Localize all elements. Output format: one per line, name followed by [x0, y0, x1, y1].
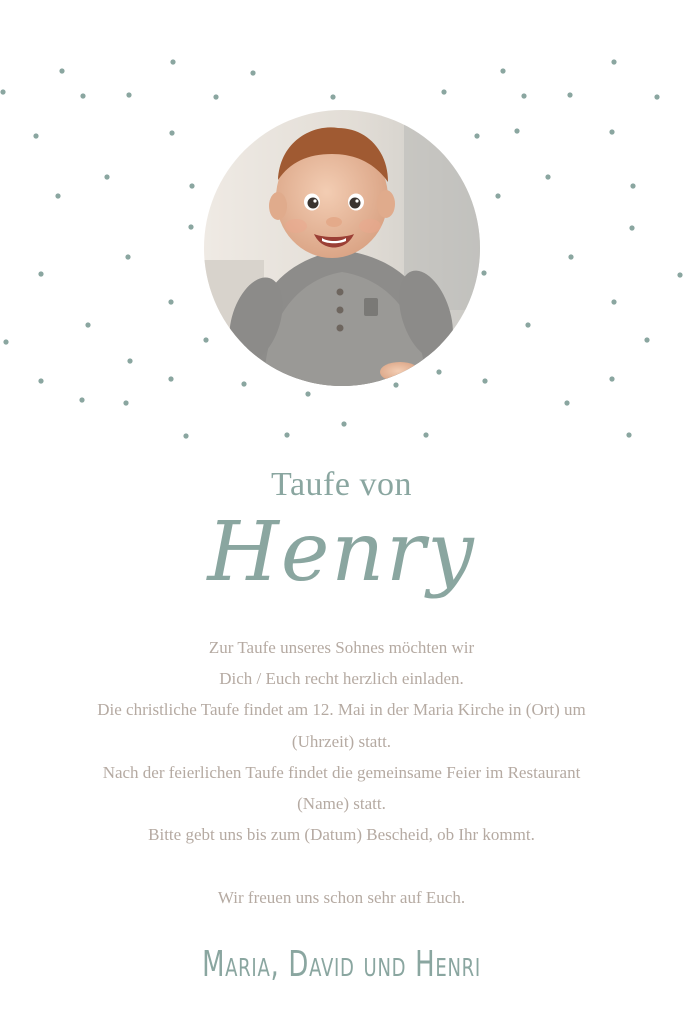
baby-photo [204, 110, 480, 386]
confetti-dot [80, 93, 85, 98]
confetti-dot [481, 270, 486, 275]
confetti-dot [79, 397, 84, 402]
confetti-dot [126, 92, 131, 97]
confetti-dot [125, 254, 130, 259]
spacer [40, 850, 643, 881]
confetti-dot [644, 337, 649, 342]
confetti-dot [3, 339, 8, 344]
child-name: Henry [207, 505, 476, 600]
confetti-dot [168, 376, 173, 381]
confetti-dot [611, 59, 616, 64]
confetti-dot [203, 337, 208, 342]
confetti-dot [284, 432, 289, 437]
confetti-dot [423, 432, 428, 437]
closing-line: Wir freuen uns schon sehr auf Euch. [217, 887, 466, 907]
confetti-dot [127, 358, 132, 363]
confetti-dot [568, 254, 573, 259]
confetti-dot [189, 183, 194, 188]
baby-photo-illustration [204, 110, 480, 386]
invitation-line: Dich / Euch recht herzlich einladen. [219, 669, 464, 689]
confetti-dot [521, 93, 526, 98]
confetti-dot [169, 130, 174, 135]
confetti-dot [183, 433, 188, 438]
confetti-dot [474, 133, 479, 138]
confetti-dot [567, 92, 572, 97]
invitation-line: Zur Taufe unseres Sohnes möchten wir [208, 638, 475, 657]
confetti-dot [170, 59, 175, 64]
confetti-dot [441, 89, 446, 94]
invitation-text [40, 632, 643, 913]
invitation-line: (Name) statt. [297, 794, 386, 814]
invitation-line: Nach der feierlichen Taufe findet die gemeinsame Feier im Restaurant [102, 762, 581, 782]
confetti-dot [525, 322, 530, 327]
confetti-dot [482, 378, 487, 383]
confetti-dot [609, 129, 614, 134]
invitation-line: (Uhrzeit) statt. [291, 731, 392, 751]
confetti-dot [55, 193, 60, 198]
confetti-dot [514, 128, 519, 133]
confetti-dot [123, 400, 128, 405]
confetti-dot [188, 224, 193, 229]
confetti-dot [330, 94, 335, 99]
confetti-dot [436, 369, 441, 374]
confetti-dot [677, 272, 682, 277]
invitation-line: Bitte gebt uns bis zum (Datum) Bescheid, ob Ihr kommt. [148, 825, 535, 845]
confetti-dot [630, 183, 635, 188]
confetti-dot [0, 89, 5, 94]
confetti-dot [564, 400, 569, 405]
confetti-dot [85, 322, 90, 327]
confetti-dot [241, 381, 246, 386]
confetti-dot [38, 271, 43, 276]
confetti-dot [611, 299, 616, 304]
confetti-dot [59, 68, 64, 73]
confetti-dot [250, 70, 255, 75]
confetti-dot [609, 376, 614, 381]
confetti-dot [213, 94, 218, 99]
confetti-dot [341, 421, 346, 426]
pretitle: Taufe von [271, 466, 412, 503]
confetti-dot [495, 193, 500, 198]
confetti-dot [168, 299, 173, 304]
confetti-dot [393, 382, 398, 387]
confetti-dot [545, 174, 550, 179]
confetti-dot [38, 378, 43, 383]
confetti-dot [629, 225, 634, 230]
signature: Maria, David und Henri [202, 944, 481, 985]
confetti-dot [626, 432, 631, 437]
confetti-dot [500, 68, 505, 73]
confetti-dot [305, 391, 310, 396]
confetti-dot [33, 133, 38, 138]
invitation-line: Die christliche Taufe findet am 12. Mai in der Maria Kirche in (Ort) um [97, 700, 586, 720]
confetti-dot [104, 174, 109, 179]
confetti-dot [654, 94, 659, 99]
